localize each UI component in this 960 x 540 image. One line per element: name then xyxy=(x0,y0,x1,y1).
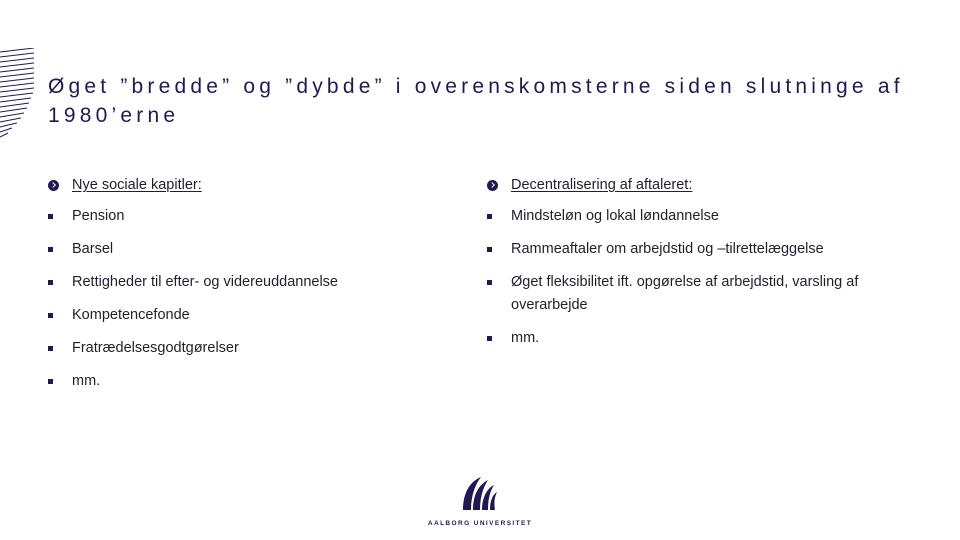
left-bullet-list xyxy=(48,205,448,393)
list-item xyxy=(487,205,907,228)
chevron-circle-icon xyxy=(48,180,59,191)
list-item-text: Pension xyxy=(72,208,125,224)
list-item xyxy=(487,327,907,350)
bullet-square-icon xyxy=(48,214,53,219)
list-item-text: mm. xyxy=(72,373,101,389)
bullet-square-icon xyxy=(48,346,53,351)
right-heading-text: Decentralisering af aftaleret: xyxy=(511,177,693,193)
list-item xyxy=(487,238,907,261)
bullet-square-icon xyxy=(48,280,53,285)
list-item-text: Kompetencefonde xyxy=(72,307,190,323)
list-item-text: mm. xyxy=(511,330,540,346)
list-item-text: Barsel xyxy=(72,241,114,257)
logo-text: AALBORG UNIVERSITET xyxy=(427,520,533,527)
list-item xyxy=(48,304,448,327)
bullet-square-icon xyxy=(487,280,492,285)
aau-logo-mark-icon xyxy=(459,474,499,514)
list-item-text: Rettigheder til efter- og videreuddannelse xyxy=(72,274,338,290)
right-bullet-list xyxy=(487,205,907,350)
list-item-text: Mindsteløn og lokal løndannelse xyxy=(511,208,719,224)
list-item xyxy=(48,370,448,393)
left-heading-text: Nye sociale kapitler: xyxy=(72,177,202,193)
page-title: Øget ”bredde” og ”dybde” i overenskomsterne siden slutninge af 1980’erne xyxy=(48,75,904,127)
bullet-square-icon xyxy=(487,247,492,252)
list-item xyxy=(48,271,448,294)
bullet-square-icon xyxy=(48,247,53,252)
right-column-heading xyxy=(487,172,907,198)
list-item xyxy=(48,337,448,360)
list-item xyxy=(48,238,448,261)
list-item xyxy=(48,205,448,228)
right-column xyxy=(487,172,907,360)
aau-logo xyxy=(425,474,535,534)
left-column-heading xyxy=(48,172,448,198)
list-item-text: Øget fleksibilitet ift. opgørelse af arbejdstid, varsling af overarbejde xyxy=(511,274,859,313)
left-column xyxy=(48,172,448,403)
list-item xyxy=(487,271,907,317)
list-item-text: Rammeaftaler om arbejdstid og –tilrettelæggelse xyxy=(511,241,824,257)
bullet-square-icon xyxy=(487,214,492,219)
bullet-square-icon xyxy=(48,313,53,318)
bullet-square-icon xyxy=(48,379,53,384)
bullet-square-icon xyxy=(487,336,492,341)
decorative-wave-lines-icon xyxy=(0,48,34,148)
list-item-text: Fratrædelsesgodtgørelser xyxy=(72,340,239,356)
chevron-circle-icon xyxy=(487,180,498,191)
